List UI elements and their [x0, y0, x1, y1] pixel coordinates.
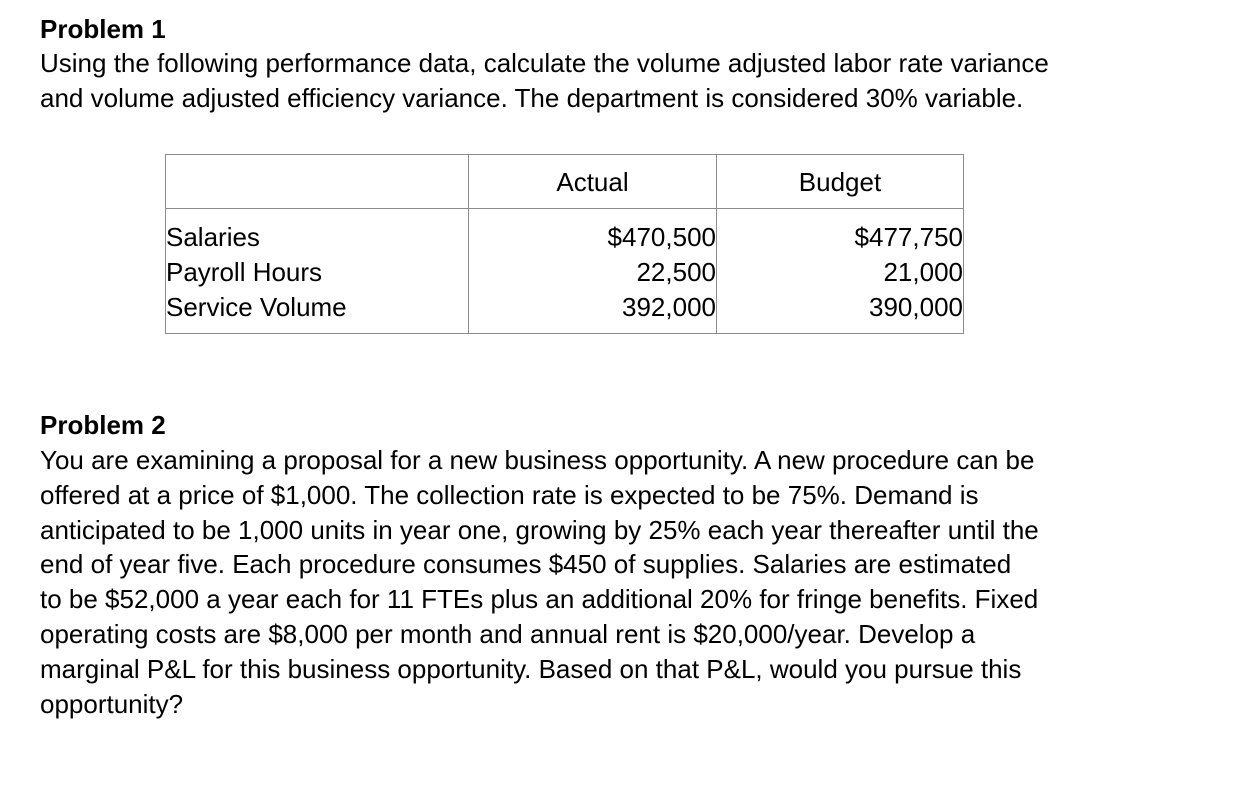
text-line: anticipated to be 1,000 units in year one, growing by 25% each year thereafter until the [40, 514, 1039, 545]
text-line: You are examining a proposal for a new business opportunity. A new procedure can be [40, 445, 1035, 475]
performance-data-table [165, 154, 964, 334]
header-budget: Budget [717, 155, 964, 209]
header-blank [166, 155, 469, 209]
problem-1-text [40, 46, 1049, 116]
budget-service-volume: 390,000 [869, 291, 963, 322]
row-labels-cell [166, 209, 469, 334]
actual-payroll-hours: 22,500 [636, 256, 716, 287]
actual-salaries: $470,500 [607, 222, 716, 252]
budget-salaries: $477,750 [854, 222, 963, 252]
text-line: Using the following performance data, calculate the volume adjusted labor rate variance [40, 48, 1049, 78]
problem-1-heading: Problem 1 [40, 14, 166, 44]
row-label-service-volume: Service Volume [166, 291, 347, 322]
problem-2-text [40, 443, 1039, 721]
table-header-row [166, 155, 964, 209]
budget-values-cell [717, 209, 964, 334]
text-line: and volume adjusted efficiency variance. The department is considered 30% variable. [40, 82, 1024, 113]
text-line: marginal P&L for this business opportunity. Based on that P&L, would you pursue this [40, 653, 1022, 684]
text-line: operating costs are $8,000 per month and annual rent is $20,000/year. Develop a [40, 618, 976, 649]
actual-service-volume: 392,000 [622, 291, 716, 322]
row-label-payroll-hours: Payroll Hours [166, 256, 323, 287]
table-body-row [166, 209, 964, 334]
text-line: offered at a price of $1,000. The collection rate is expected to be 75%. Demand is [40, 479, 979, 510]
text-line: to be $52,000 a year each for 11 FTEs plus an additional 20% for fringe benefits. Fixed [40, 584, 1039, 615]
header-actual: Actual [469, 155, 717, 209]
budget-payroll-hours: 21,000 [883, 256, 963, 287]
row-label-salaries: Salaries [166, 222, 260, 252]
text-line: end of year five. Each procedure consumes $450 of supplies. Salaries are estimated [40, 549, 1012, 580]
problem-2-heading: Problem 2 [40, 410, 166, 440]
text-line: opportunity? [40, 688, 184, 719]
actual-values-cell [469, 209, 717, 334]
